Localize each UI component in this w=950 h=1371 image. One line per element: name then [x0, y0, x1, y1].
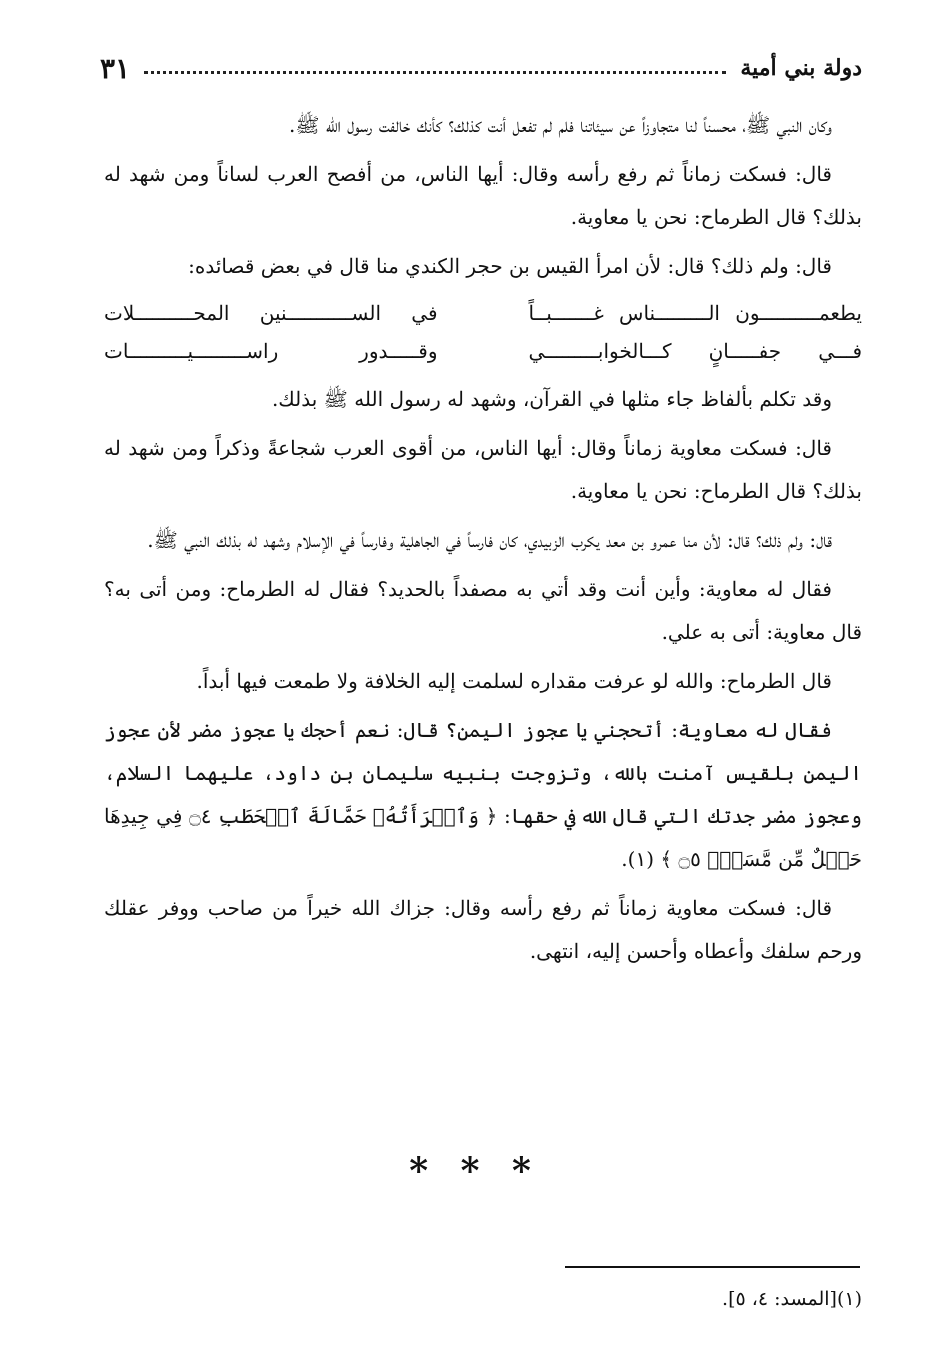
- header-dotted-leader: [144, 71, 726, 74]
- page-header: [100, 48, 862, 88]
- paragraph-4: وقد تكلم بألفاظ جاء مثلها في القرآن، وشهد له رسول الله ﷺ بذلك.: [271, 387, 832, 411]
- verse-1-second-hemistich: في الســـــــــــنين المحــــــــــلات: [104, 301, 438, 325]
- paragraph-2: قال: فسكت زماناً ثم رفع رأسه وقال: أيها الناس، من أفصح العرب لساناً ومن شهد له بذلك؟ قال الطرماح: نحن يا معاوية.: [104, 162, 862, 229]
- paragraph-8: قال الطرماح: والله لو عرفت مقداره لسلمت إليه الخلافة ولا طمعت فيها أبداً.: [196, 669, 832, 693]
- verse-1: [104, 294, 862, 332]
- poem-verses: [104, 294, 862, 370]
- verse-2-second-hemistich: وقـــــدور راســـــــــيــــــــــات: [104, 339, 438, 363]
- main-text: [104, 104, 862, 979]
- page-number: ٣١: [100, 51, 131, 85]
- paragraph-7: فقال له معاوية: وأين أنت وقد أتي به مصفداً بالحديد؟ فقال له الطرماح: ومن أتى به؟ قال معاوية: أتى به علي.: [104, 577, 862, 644]
- paragraph-5: قال: فسكت معاوية زماناً وقال: أيها الناس، من أقوى العرب شجاعةً وذكراً ومن شهد له بذلك؟ قال الطرماح: نحن يا معاوية.: [104, 436, 862, 503]
- paragraph-9: فقال له معاوية: أتحجني يا عجوز اليمن؟ قال: نعم أحجك يا عجوز مضر لأن عجوز اليمن بلقيس آمنت بالله، وتزوجت بنبيه سليمان بن داود، عليهما السلام، وعجوز مضر جدتك التي قال الله في حقها: ﴿ وَٱمۡرَأَتُهُۥ حَمَّالَةَ ٱلۡحَطَبِ ۝٤ فِي جِيدِهَا حَبۡلٌ مِّن مَّسَدِۭ ۝٥ ﴾ (١).: [104, 718, 862, 871]
- verse-2: [104, 332, 862, 370]
- paragraph-1: وكان النبي ﷺ، محسناً لنا متجاوزاً عن سيئاتنا فلم لم تفعل أنت كذلك؟ كأنك خالفت رسول الله ﷺ.: [288, 113, 832, 137]
- running-title: دولة بني أمية: [740, 55, 862, 81]
- paragraph-3: قال: ولم ذلك؟ قال: لأن امرأ القيس بن حجر الكندي منا قال في بعض قصائده:: [188, 254, 832, 278]
- paragraph-10: قال: فسكت معاوية زماناً ثم رفع رأسه وقال: جزاك الله خيراً من صاحب ووفر عقلك ورحم سلفك وأعطاه وأحسن إليه، انتهى.: [104, 896, 862, 963]
- paragraph-6: قال: ولم ذلك؟ قال: لأن منا عمرو بن معد يكرب الزبيدي، كان فارساً في الجاهلية وفارساً في الإسلام وشهد له بذلك النبي ﷺ.: [147, 528, 832, 552]
- verse-2-first-hemistich: فـــي جفـــــانٍ كـــالخوابـــــــــي: [528, 339, 862, 363]
- footnote-rule: [565, 1266, 860, 1268]
- section-separator: * * *: [409, 1150, 541, 1192]
- verse-1-first-hemistich: يطعمــــــــــون الـــــــــناس غـــــــبــاً: [528, 301, 862, 325]
- footnote: (١)[المسد: ٤، ٥].: [722, 1288, 862, 1310]
